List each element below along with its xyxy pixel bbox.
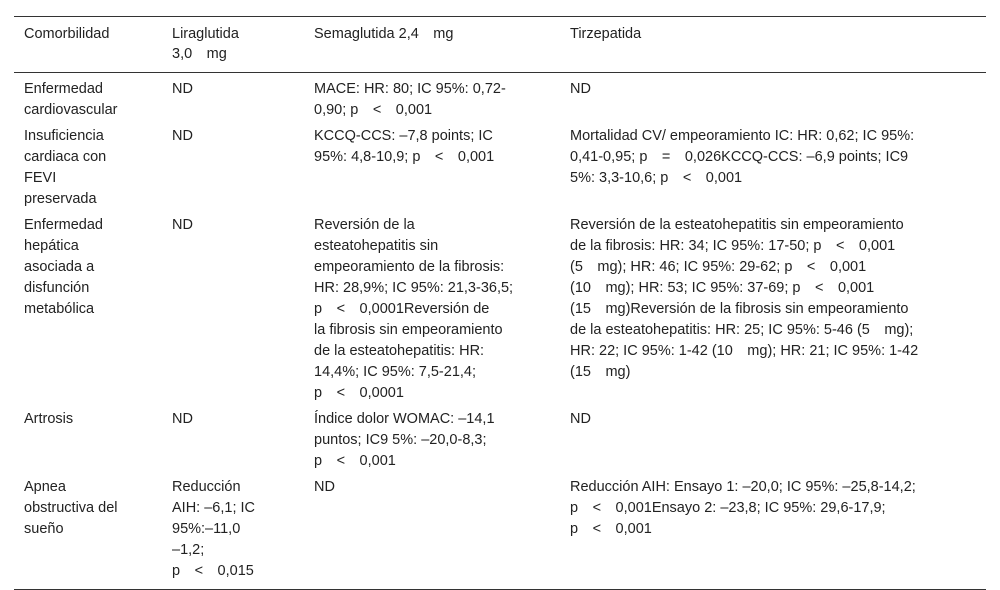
header-semaglutide: Semaglutida 2,4 mg xyxy=(314,26,454,42)
cell-condition: Insuficiencia cardiaca con FEVI preservada xyxy=(24,128,107,207)
cell-semaglutide: MACE: HR: 80; IC 95%: 0,72- 0,90; p < 0,001 xyxy=(314,81,506,118)
cell-tirzepatide: ND xyxy=(570,411,591,427)
header-tirzepatide: Tirzepatida xyxy=(570,26,642,42)
cell-semaglutide: Reversión de la esteatohepatitis sin empeoramiento de la fibrosis: HR: 28,9%; IC 95%: 21,3-36,5; p < 0,0001Reversión de la fibrosis sin empeoramiento de la esteatohepatitis: HR: 14,4%; IC 95%: 7,5-21,4; p < 0,0001 xyxy=(314,217,514,401)
table-body xyxy=(14,73,986,590)
cell-tirzepatide: Mortalidad CV/ empeoramiento IC: HR: 0,62; IC 95%: 0,41-0,95; p = 0,026KCCQ-CCS: –6,9 points; IC9 5%: 3,3-10,6; p < 0,001 xyxy=(570,128,915,186)
cell-condition: Artrosis xyxy=(24,411,74,427)
table-row xyxy=(14,474,986,590)
cell-semaglutide: KCCQ-CCS: –7,8 points; IC 95%: 4,8-10,9; p < 0,001 xyxy=(314,128,495,165)
cell-condition: Enfermedad cardiovascular xyxy=(24,81,118,118)
cell-tirzepatide: ND xyxy=(570,81,591,97)
cell-liraglutide: ND xyxy=(172,411,193,427)
cell-semaglutide: ND xyxy=(314,479,335,495)
cell-tirzepatide: Reducción AIH: Ensayo 1: –20,0; IC 95%: –25,8-14,2; p < 0,001Ensayo 2: –23,8; IC 95%: 29,6-17,9; p < 0,001 xyxy=(570,479,916,537)
comorbidity-table xyxy=(14,16,986,590)
header-row xyxy=(14,17,986,73)
table-row xyxy=(14,73,986,124)
table-row xyxy=(14,123,986,212)
cell-semaglutide: Índice dolor WOMAC: –14,1 puntos; IC9 5%: –20,0-8,3; p < 0,001 xyxy=(314,411,495,469)
table-row xyxy=(14,406,986,474)
cell-tirzepatide: Reversión de la esteatohepatitis sin empeoramiento de la fibrosis: HR: 34; IC 95%: 17-50; p < 0,001 (5 mg); HR: 46; IC 95%: 29-62; p < 0,001 (10 mg); HR: 53; IC 95%: 37-69; p < 0,001 (15 mg)Reversión de la fibrosis sin empeoramiento de la esteatohepatitis: HR: 25; IC 95%: 5-46 (5 mg); HR: 22; IC 95%: 1-42 (10 mg); HR: 21; IC 95%: 1-42 (15 mg) xyxy=(570,217,919,380)
cell-condition: Enfermedad hepática asociada a disfunción metabólica xyxy=(24,217,103,317)
header-comorbidity: Comorbilidad xyxy=(24,26,110,42)
cell-condition: Apnea obstructiva del sueño xyxy=(24,479,118,537)
header-liraglutide: Liraglutida 3,0 mg xyxy=(172,26,239,62)
table-row xyxy=(14,212,986,406)
table-header xyxy=(14,17,986,73)
cell-liraglutide: ND xyxy=(172,217,193,233)
cell-liraglutide: ND xyxy=(172,81,193,97)
cell-liraglutide: Reducción AIH: –6,1; IC 95%:–11,0 –1,2; p < 0,015 xyxy=(172,479,256,579)
cell-liraglutide: ND xyxy=(172,128,193,144)
